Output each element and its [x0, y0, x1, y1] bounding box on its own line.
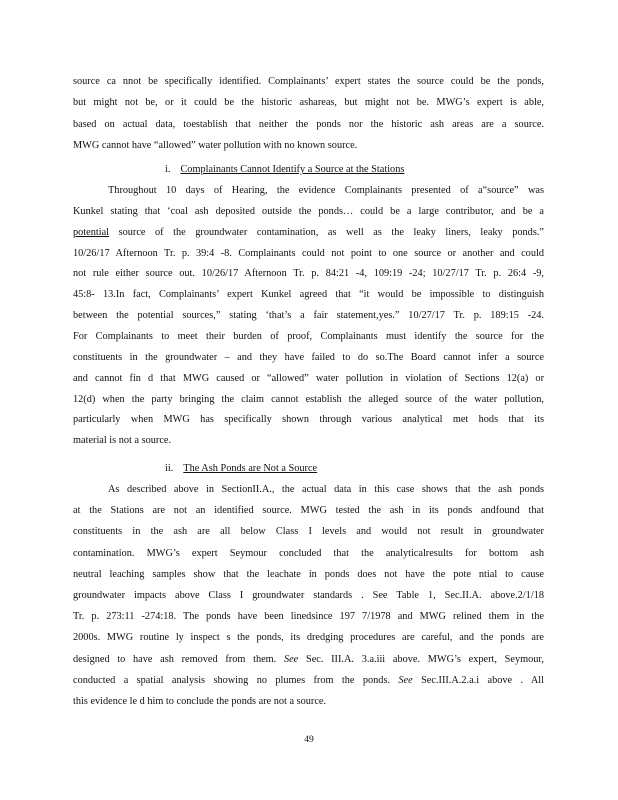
text-line: Throughout 10 days of Hearing, the evidence Complainants presented of a“source” was	[108, 185, 544, 196]
text-line: designed to have ash removed from them. See Sec. III.A. 3.a.iii above. MWG’s expert, Seymour,	[73, 653, 544, 665]
heading-number: i.	[165, 164, 171, 175]
text-line: constituents in the groundwater – and they have failed to do so.The Board cannot infer a source	[73, 351, 544, 363]
text-line: particularly when MWG has specifically shown through various analytical met hods that its	[73, 414, 544, 426]
text-line: and cannot fin d that MWG caused or “allowed” water pollution in violation of Sections 12(a) or	[73, 372, 544, 384]
text-line: 2000s. MWG routine ly inspect s the ponds, its dredging procedures are careful, and the ponds are	[73, 632, 544, 644]
heading-number: ii.	[165, 463, 174, 474]
text-line: conducted a spatial analysis showing no plumes from the ponds. See Sec.III.A.2.a.i above . All	[73, 674, 544, 686]
text-line: at the Stations are not an identified source. MWG tested the ash in its ponds andfound that	[73, 505, 544, 517]
text-line: 45:8- 13.In fact, Complainants’ expert Kunkel agreed that “it would be impossible to distinguish	[73, 289, 544, 301]
text-line: material is not a source.	[73, 435, 172, 447]
text-line: neutral leaching samples show that the leachate in ponds does not have the pote ntial to cause	[73, 568, 544, 580]
section-heading-i	[165, 163, 404, 177]
text-line: For Complainants to meet their burden of proof, Complainants must identify the source for the	[73, 330, 544, 342]
text-line: based on actual data, toestablish that neither the ponds nor the historic ash areas are a source.	[73, 118, 544, 130]
text-line: but might not be, or it could be the historic ashareas, but might not be. MWG’s expert is able,	[73, 97, 544, 109]
text-line: this evidence le d him to conclude the ponds are not a source.	[73, 696, 327, 707]
text-line: Tr. p. 273:11 -274:18. The ponds have been linedsince 197 7/1978 and MWG relined them in the	[73, 611, 544, 623]
text-line: Kunkel stating that ‘coal ash deposited outside the ponds… could be a large contributor, and be a	[73, 205, 544, 217]
page-number: 49	[304, 735, 314, 745]
text-line: between the potential sources,” stating ‘that’s a fair statement,yes.” 10/27/17 Tr. p. 189:15 -24.	[73, 310, 544, 322]
text-line: 12(d) when the party bringing the claim cannot establish the alleged source of the water pollution,	[73, 393, 544, 405]
text-line: potential source of the groundwater contamination, as well as the leaky liners, leaky ponds.”	[73, 226, 544, 238]
text-line: MWG cannot have “allowed” water pollution with no known source.	[73, 139, 358, 151]
text-line: not rule either source out. 10/26/17 Afternoon Tr. p. 84:21 -4, 109:19 -24; 10/27/17 Tr. p. 26:4 -9,	[73, 268, 544, 280]
text-line: constituents in the ash are all below Class I levels and would not result in groundwater	[73, 526, 544, 538]
text-line: 10/26/17 Afternoon Tr. p. 39:4 -8. Complainants could not point to one source or another and could	[73, 247, 544, 259]
heading-title: Complainants Cannot Identify a Source at the Stations	[180, 164, 405, 175]
text-line: source ca nnot be specifically identified. Complainants’ expert states the source could be the ponds,	[73, 76, 544, 87]
text-line: groundwater impacts above Class I groundwater standards . See Table 1, Sec.II.A. above.2/1/18	[73, 590, 544, 601]
text-line: As described above in SectionII.A., the actual data in this case shows that the ash ponds	[108, 484, 544, 495]
text-line: contamination. MWG’s expert Seymour concluded that the analyticalresults for bottom ash	[73, 547, 544, 559]
section-heading-ii	[165, 462, 317, 476]
heading-title: The Ash Ponds are Not a Source	[183, 463, 318, 474]
